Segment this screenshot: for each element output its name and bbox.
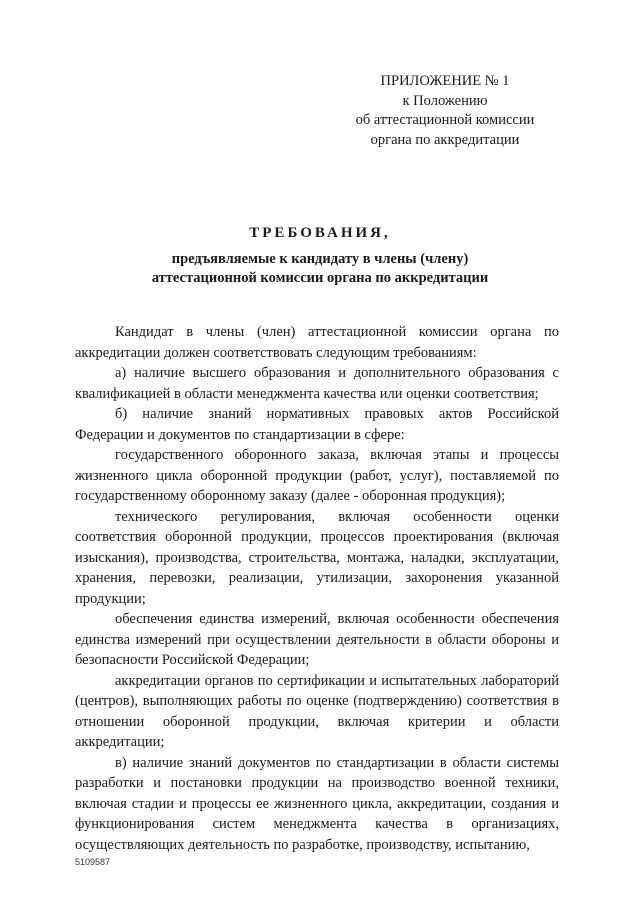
appendix-block (320, 72, 570, 150)
document-body (75, 322, 559, 855)
document-subheading (0, 250, 640, 288)
paragraph-subitem: обеспечения единства измерений, включая особенности обеспечения единства измерений при осуществлении деятельности в области обороны и безопасности Российской Федерации; (75, 611, 559, 668)
appendix-ref-line: к Положению (402, 92, 488, 109)
appendix-ref-line: об аттестационной комиссии (355, 112, 535, 128)
footer-document-code: 5109587 (75, 857, 111, 867)
paragraph-subitem: технического регулирования, включая особенности оценки соответствия оборонной продукции, процессов проектирования (включая изыскания), производства, строительства, монтажа, наладки, эксплуатации, хранения, перевозки, реализации, утилизации, захоронения указанной продукции; (75, 508, 559, 607)
paragraph-item-a: а) наличие высшего образования и дополнительного образования с квалификацией в области менеджмента качества или оценки соответствия; (75, 365, 559, 402)
appendix-ref-line: органа по аккредитации (370, 131, 520, 148)
subheading-line: предъявляемые к кандидату в члены (члену) (171, 251, 469, 267)
paragraph-subitem: аккредитации органов по сертификации и испытательных лабораторий (центров), выполняющих работы по оценке (подтверждению) соответствия в отношении оборонной продукции, включая критерии и области аккредитации; (75, 672, 559, 750)
paragraph-item-v: в) наличие знаний документов по стандартизации в области системы разработки и постановки продукции на производство военной техники, включая стадии и процессы ее жизненного цикла, аккредитации, создания и функционирования систем менеджмента качества в организациях, осуществляющих деятельность по разработке, производству, испытанию, (75, 754, 559, 853)
document-heading: ТРЕБОВАНИЯ, (249, 225, 391, 241)
paragraph-item-b: б) наличие знаний нормативных правовых актов Российской Федерации и документов по стандартизации в сфере: (75, 406, 559, 443)
paragraph-subitem: государственного оборонного заказа, включая этапы и процессы жизненного цикла оборонной продукции (работ, услуг), поставляемой по государственному оборонному заказу (далее - оборонная продукция); (75, 447, 559, 504)
subheading-line: аттестационной комиссии органа по аккредитации (151, 270, 489, 286)
appendix-title: ПРИЛОЖЕНИЕ № 1 (380, 73, 510, 89)
paragraph-intro: Кандидат в члены (член) аттестационной комиссии органа по аккредитации должен соответствовать следующим требованиям: (75, 324, 559, 361)
